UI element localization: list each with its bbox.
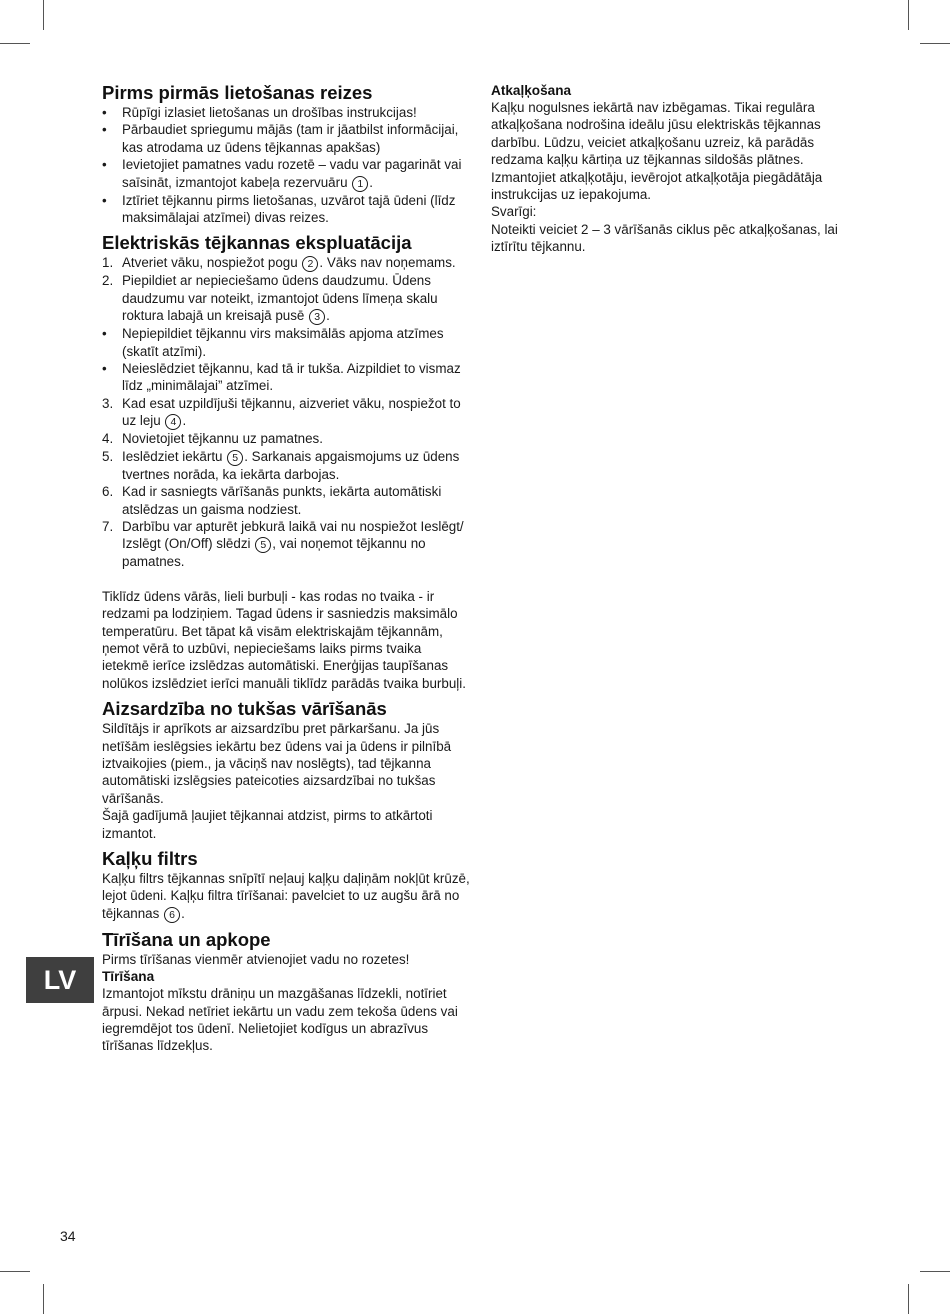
list-item <box>102 430 470 447</box>
list-item-text: Ieslēdziet iekārtu <box>122 448 223 464</box>
crop-mark <box>908 0 909 30</box>
list-item-text-tail: , vai noņemot tējkannu no pamatnes. <box>122 536 426 570</box>
numbered-list <box>102 254 470 570</box>
crop-mark <box>920 43 950 44</box>
bullet-list <box>102 104 470 226</box>
crop-mark <box>0 1271 30 1272</box>
right-column <box>491 82 861 262</box>
list-item-text-tail: . <box>326 308 330 324</box>
list-item <box>102 104 470 121</box>
list-item-text: Neieslēdziet tējkannu, kad tā ir tukša. Aizpildiet to vismaz līdz „minimālajai” atzīmei. <box>122 361 461 394</box>
list-item <box>102 254 470 272</box>
list-item-text: Darbību var apturēt jebkurā laikā vai nu nospiežot Ieslēgt/ Izslēgt (On/Off) slēdzi <box>122 518 464 552</box>
section-title: Elektriskās tējkannas ekspluatācija <box>102 232 412 254</box>
list-marker: • <box>102 192 107 208</box>
crop-mark <box>0 43 30 44</box>
crop-mark <box>43 0 44 30</box>
list-marker: • <box>102 326 107 342</box>
list-item-text: Ievietojiet pamatnes vadu rozetē – vadu var pagarināt vai saīsināt, izmantojot kabeļa rezervuāru <box>122 157 462 190</box>
body-paragraph: Kaļķu nogulsnes iekārtā nav izbēgamas. Tikai regulāra atkaļķošana nodrošina ideālu jūsu elektriskās tējkannas darbību. Lūdzu, veiciet atkaļķošanu uzreiz, kā parādās redzama kaļķu kārtiņa uz tējkannas sildošās plātnes. Izmantojiet atkaļķotāju, ievērojot atkaļķotāja piegādātāja instrukcijas uz iepakojuma. <box>491 100 823 203</box>
section-title: Aizsardzība no tukšas vārīšanās <box>102 698 387 720</box>
subsection-title: Atkaļķošana <box>491 83 572 98</box>
list-item <box>102 272 470 325</box>
list-marker: • <box>102 361 107 377</box>
list-item-text: Rūpīgi izlasiet lietošanas un drošības instrukcijas! <box>122 105 417 120</box>
spacer <box>102 571 470 588</box>
circled-ref: 4 <box>165 414 181 430</box>
section-dry-boil <box>102 698 470 842</box>
list-item-text: Atveriet vāku, nospiežot pogu <box>122 255 298 271</box>
crop-mark <box>908 1284 909 1314</box>
left-column <box>102 82 470 1061</box>
list-item <box>102 121 470 156</box>
list-item-text: Pārbaudiet spriegumu mājās (tam ir jāatbilst informācijai, kas atrodama uz ūdens tējkannas apakšas) <box>122 122 459 155</box>
list-item <box>102 395 470 430</box>
section-cleaning <box>102 929 470 1055</box>
body-text-tail: . <box>181 905 185 921</box>
list-item <box>102 325 470 360</box>
body-paragraph: Sildītājs ir aprīkots ar aizsardzību pret pārkaršanu. Ja jūs netīšām ieslēgsies iekārtu bez ūdens vai ja ūdens ir pilnībā iztvaikojies (piem., ja vāciņš nav noslēgts), tad tējkanna automātiski izslēgsies pateicoties aizsardzībai no tukšas vārīšanās. <box>102 721 452 806</box>
list-marker: 1. <box>102 255 114 271</box>
list-item <box>102 192 470 227</box>
list-marker: • <box>102 122 107 138</box>
list-item <box>102 448 470 483</box>
list-item <box>102 518 470 571</box>
list-item-text: Nepiepildiet tējkannu virs maksimālās apjoma atzīmes (skatīt atzīmi). <box>122 326 444 359</box>
section-title: Pirms pirmās lietošanas reizes <box>102 82 373 103</box>
list-item-text-tail: . <box>369 174 373 190</box>
circled-ref: 1 <box>352 176 368 192</box>
list-item-text: Kad ir sasniegts vārīšanās punkts, iekārta automātiski atslēdzas un gaisma nodziest. <box>122 484 442 517</box>
circled-ref: 5 <box>255 537 271 553</box>
list-item <box>102 360 470 395</box>
section-filter <box>102 848 470 923</box>
section-first-use <box>102 82 470 226</box>
list-marker: 3. <box>102 395 114 411</box>
section-descaling <box>491 82 861 256</box>
list-item-text-tail: . Vāks nav noņemams. <box>319 255 456 271</box>
list-marker: 7. <box>102 518 114 534</box>
section-title: Kaļķu filtrs <box>102 848 198 869</box>
list-marker: 5. <box>102 448 114 464</box>
circled-ref: 5 <box>227 450 243 466</box>
crop-mark <box>43 1284 44 1314</box>
list-item <box>102 483 470 518</box>
circled-ref: 3 <box>309 309 325 325</box>
body-paragraph: Šajā gadījumā ļaujiet tējkannai atdzist, pirms to atkārtoti izmantot. <box>102 808 433 841</box>
list-item-text: Novietojiet tējkannu uz pamatnes. <box>122 431 323 447</box>
body-paragraph: Izmantojot mīkstu drāniņu un mazgāšanas līdzekli, notīriet ārpusi. Nekad netīriet iekārtu un vadu zem tekoša ūdens vai iegremdējot tos ūdenī. Nelietojiet kodīgus un abrazīvus tīrīšanas līdzekļus. <box>102 986 458 1054</box>
list-item-text: Kad esat uzpildījuši tējkannu, aizveriet vāku, nospiežot to uz leju <box>122 395 461 429</box>
important-label: Svarīgi: <box>491 204 537 220</box>
list-item-text: Piepildiet ar nepieciešamo ūdens daudzumu. Ūdens daudzumu var noteikt, izmantojot ūdens līmeņa skalu roktura labajā un kreisajā pusē <box>122 273 438 324</box>
warning-text: Pirms tīrīšanas vienmēr atvienojiet vadu no rozetes! <box>102 951 410 967</box>
circled-ref: 6 <box>164 907 180 923</box>
subsection-title: Tīrīšana <box>102 969 155 985</box>
body-paragraph: Noteikti veiciet 2 – 3 vārīšanās ciklus pēc atkaļķošanas, lai iztīrītu tējkannu. <box>491 221 838 255</box>
language-tab: LV <box>26 957 94 1003</box>
list-marker: 6. <box>102 484 114 500</box>
body-paragraph <box>102 870 470 923</box>
list-marker: • <box>102 105 107 120</box>
circled-ref: 2 <box>302 256 318 272</box>
list-marker: • <box>102 157 107 173</box>
list-marker: 4. <box>102 431 114 447</box>
list-item-text: Iztīriet tējkannu pirms lietošanas, uzvārot tajā ūdeni (līdz maksimālajai atzīmei) divas reizes. <box>122 192 456 226</box>
section-operation <box>102 232 470 692</box>
list-item <box>102 156 470 191</box>
body-text: Kaļķu filtrs tējkannas snīpītī neļauj kaļķu daļiņām nokļūt krūzē, lejot ūdeni. Kaļķu filtra tīrīšanai: pavelciet to uz augšu ārā no tējkannas <box>102 871 470 921</box>
list-item-text-tail: . <box>182 413 187 429</box>
list-marker: 2. <box>102 273 114 289</box>
list-item-text-tail: . Sarkanais apgaismojums uz ūdens tvertnes norāda, ka iekārta darbojas. <box>122 448 460 482</box>
page-number: 34 <box>60 1228 76 1244</box>
section-title: Tīrīšana un apkope <box>102 928 271 950</box>
crop-mark <box>920 1271 950 1272</box>
body-paragraph: Tiklīdz ūdens vārās, lieli burbuļi - kas rodas no tvaika - ir redzami pa lodziņiem. Tagad ūdens ir sasniedzis maksimālo temperatūru. Bet tāpat kā visām elektriskajām tējkannām, ņemot vērā to uzbūvi, nepieciešams laiks pirms tvaika ietekmē ierīce izslēdzas automātiski. Enerģijas taupīšanas nolūkos izslēdziet ierīci manuāli tiklīdz parādās tvaika burbuļi. <box>102 588 466 691</box>
